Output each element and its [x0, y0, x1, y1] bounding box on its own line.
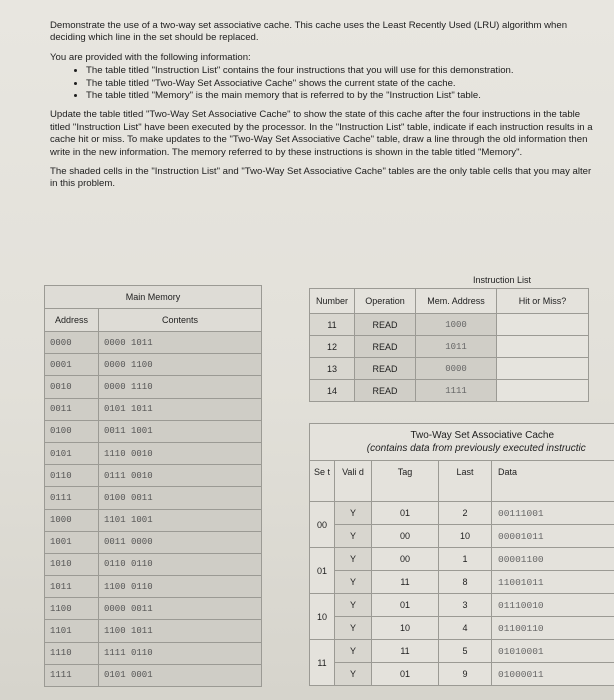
last-header: Last	[439, 461, 492, 502]
memory-row	[45, 664, 262, 686]
memory-address: 1100	[45, 598, 99, 620]
cache-last-used[interactable]: 2	[439, 502, 492, 525]
data-header: Data	[492, 461, 614, 502]
memory-contents: 1111 0110	[99, 642, 262, 664]
memory-row	[45, 354, 262, 376]
memory-address: 0111	[45, 487, 99, 509]
instruction-address: 1011	[416, 336, 497, 358]
instruction-row	[310, 380, 589, 402]
memory-contents: 0101 0001	[99, 664, 262, 686]
memory-row	[45, 465, 262, 487]
cache-valid[interactable]: Y	[335, 525, 372, 548]
memory-address: 0000	[45, 332, 99, 354]
cache-line-row	[310, 640, 614, 663]
memory-row	[45, 531, 262, 553]
cache-valid[interactable]: Y	[335, 640, 372, 663]
cache-tag[interactable]: 01	[372, 502, 439, 525]
memory-address: 1110	[45, 642, 99, 664]
intro-paragraph-3: Update the table titled "Two-Way Set Associative Cache" to show the state of this cache after the four instructions in the table titled "Instruction List" have been executed by the processor. In the "Instruction List" table, indicate if each instruction results in a cache hit or miss. To make updates to the "Two-Way Set Associative Cache" table, draw a line through the old information then write in the new information. The memory referred to by these instructions is shown in the table titled "Memory".	[50, 109, 593, 158]
memory-contents: 1101 1001	[99, 509, 262, 531]
memory-contents: 0000 1011	[99, 332, 262, 354]
memory-row	[45, 620, 262, 642]
cache-data[interactable]: 01100110	[492, 617, 614, 640]
cache-last-used[interactable]: 4	[439, 617, 492, 640]
hit-miss-header: Hit or Miss?	[497, 289, 589, 314]
memory-contents: 0000 1100	[99, 354, 262, 376]
memory-address: 0011	[45, 398, 99, 420]
instruction-operation: READ	[355, 314, 416, 336]
memory-address: 0101	[45, 442, 99, 464]
instruction-operation: READ	[355, 336, 416, 358]
cache-line-row	[310, 525, 614, 548]
intro-paragraph-4: The shaded cells in the "Instruction List" and "Two-Way Set Associative Cache" tables are the only table cells that you may alter in this problem.	[50, 166, 592, 190]
info-bullet: • The table titled "Two-Way Set Associative Cache" shows the current state of the cache.	[86, 78, 595, 90]
cache-table	[309, 423, 614, 686]
cache-valid[interactable]: Y	[335, 594, 372, 617]
valid-header: Vali d	[335, 461, 372, 502]
memory-address: 0001	[45, 354, 99, 376]
memory-row	[45, 442, 262, 464]
operation-header: Operation	[355, 289, 416, 314]
cache-tag[interactable]: 00	[372, 525, 439, 548]
cache-set: 00	[310, 502, 335, 548]
cache-line-row	[310, 502, 614, 525]
cache-data[interactable]: 00001011	[492, 525, 614, 548]
hit-miss-cell[interactable]	[497, 358, 589, 380]
cache-line-row	[310, 594, 614, 617]
cache-tag[interactable]: 01	[372, 663, 439, 686]
cache-set: 01	[310, 548, 335, 594]
instruction-operation: READ	[355, 358, 416, 380]
intro-paragraph-2: You are provided with the following information:	[50, 51, 251, 63]
memory-row	[45, 642, 262, 664]
memory-row	[45, 487, 262, 509]
memory-address: 0100	[45, 420, 99, 442]
memory-address: 1010	[45, 553, 99, 575]
memory-contents: 0000 0011	[99, 598, 262, 620]
memory-contents-header: Contents	[99, 309, 262, 332]
memory-contents: 0011 0000	[99, 531, 262, 553]
memory-contents: 0111 0010	[99, 465, 262, 487]
memory-contents: 1100 1011	[99, 620, 262, 642]
memory-row	[45, 420, 262, 442]
cache-line-row	[310, 617, 614, 640]
set-header: Se t	[310, 461, 335, 502]
memory-address: 0110	[45, 465, 99, 487]
instruction-address: 0000	[416, 358, 497, 380]
instruction-number: 12	[310, 336, 355, 358]
memory-contents: 0110 0110	[99, 553, 262, 575]
cache-valid[interactable]: Y	[335, 571, 372, 594]
cache-tag[interactable]: 00	[372, 548, 439, 571]
cache-last-used[interactable]: 10	[439, 525, 492, 548]
memory-row	[45, 376, 262, 398]
cache-last-used[interactable]: 1	[439, 548, 492, 571]
memory-row	[45, 598, 262, 620]
cache-last-used[interactable]: 8	[439, 571, 492, 594]
memory-address: 1001	[45, 531, 99, 553]
cache-last-used[interactable]: 9	[439, 663, 492, 686]
memory-row	[45, 576, 262, 598]
instruction-address: 1000	[416, 314, 497, 336]
info-bullet: • The table titled "Memory" is the main memory that is referred to by the "Instruction List" table.	[86, 90, 595, 102]
memory-contents: 0100 0011	[99, 487, 262, 509]
cache-valid[interactable]: Y	[335, 502, 372, 525]
cache-tag[interactable]: 11	[372, 571, 439, 594]
memory-contents: 1100 0110	[99, 576, 262, 598]
cache-valid[interactable]: Y	[335, 617, 372, 640]
instruction-number: 13	[310, 358, 355, 380]
cache-last-used[interactable]: 3	[439, 594, 492, 617]
memory-address: 1011	[45, 576, 99, 598]
cache-line-row	[310, 571, 614, 594]
cache-data[interactable]: 01110010	[492, 594, 614, 617]
mem-address-header: Mem. Address	[416, 289, 497, 314]
memory-contents: 0101 1011	[99, 398, 262, 420]
memory-address: 1111	[45, 664, 99, 686]
cache-data[interactable]: 11001011	[492, 571, 614, 594]
tag-header: Tag	[372, 461, 439, 502]
cache-data[interactable]: 01000011	[492, 663, 614, 686]
cache-last-used[interactable]: 5	[439, 640, 492, 663]
cache-line-row	[310, 663, 614, 686]
memory-contents: 0000 1110	[99, 376, 262, 398]
instruction-operation: READ	[355, 380, 416, 402]
instructions-text	[50, 20, 595, 198]
cache-valid[interactable]: Y	[335, 548, 372, 571]
memory-row	[45, 398, 262, 420]
intro-paragraph-1: Demonstrate the use of a two-way set associative cache. This cache uses the Least Recently Used (LRU) algorithm when deciding which line in the set should be replaced.	[50, 20, 568, 44]
instruction-row	[310, 314, 589, 336]
cache-data[interactable]: 00111001	[492, 502, 614, 525]
memory-address: 1101	[45, 620, 99, 642]
main-memory-title: Main Memory	[45, 286, 262, 309]
memory-contents: 1110 0010	[99, 442, 262, 464]
instruction-row	[310, 358, 589, 380]
instruction-number: 14	[310, 380, 355, 402]
instruction-number: 11	[310, 314, 355, 336]
instruction-address: 1111	[416, 380, 497, 402]
memory-contents: 0011 1001	[99, 420, 262, 442]
cache-subtitle: (contains data from previously executed instructic	[366, 443, 586, 454]
hit-miss-cell[interactable]	[497, 336, 589, 358]
cache-caption	[335, 424, 614, 461]
cache-data[interactable]: 00001100	[492, 548, 614, 571]
main-memory-table	[44, 285, 262, 687]
instruction-list-title: Instruction List	[472, 275, 532, 285]
instruction-row	[310, 336, 589, 358]
memory-address: 1000	[45, 509, 99, 531]
info-list	[50, 65, 595, 102]
hit-miss-cell[interactable]	[497, 380, 589, 402]
cache-set: 10	[310, 594, 335, 640]
hit-miss-cell[interactable]	[497, 314, 589, 336]
memory-address-header: Address	[45, 309, 99, 332]
memory-row	[45, 553, 262, 575]
cache-tag[interactable]: 01	[372, 594, 439, 617]
memory-row	[45, 509, 262, 531]
memory-address: 0010	[45, 376, 99, 398]
cache-tag[interactable]: 10	[372, 617, 439, 640]
cache-title: Two-Way Set Associative Cache	[410, 430, 555, 441]
cache-line-row	[310, 548, 614, 571]
memory-row	[45, 332, 262, 354]
instruction-list-table	[309, 272, 589, 402]
cache-valid[interactable]: Y	[335, 663, 372, 686]
info-bullet: • The table titled "Instruction List" contains the four instructions that you will use for this demonstration.	[86, 65, 595, 77]
cache-data[interactable]: 01010001	[492, 640, 614, 663]
number-header: Number	[310, 289, 355, 314]
cache-set: 11	[310, 640, 335, 686]
cache-tag[interactable]: 11	[372, 640, 439, 663]
